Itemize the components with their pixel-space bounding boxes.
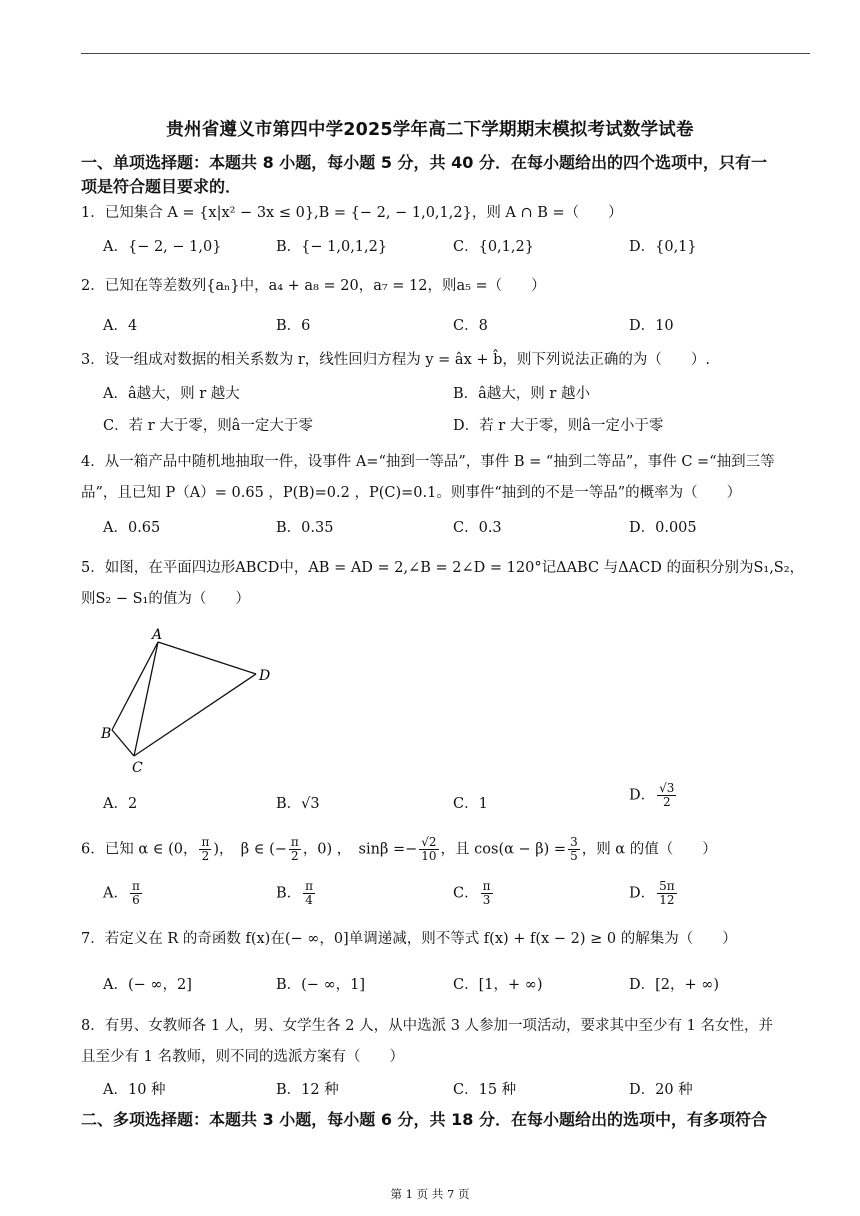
q2-option-a: A．4 xyxy=(103,318,138,334)
edge-ad xyxy=(158,642,256,674)
label-d: D xyxy=(259,668,271,684)
q8-option-b: B．12 种 xyxy=(276,1082,339,1098)
q7-stem: 7．若定义在 R 的奇函数 f(x)在(− ∞，0]单调递减，则不等式 f(x) + f(x − 2) ≥ 0 的解集为（ ） xyxy=(81,931,737,947)
q5-stem xyxy=(81,553,813,615)
q8-stem-line1: 8．有男、女教师各 1 人，男、女学生各 2 人，从中选派 3 人参加一项活动，要求其中至少有 1 名女性，并 xyxy=(81,1018,773,1034)
q5-figure-quadrilateral xyxy=(96,624,286,774)
q8-option-d: D．20 种 xyxy=(629,1082,693,1098)
q5-option-d: D． $\frac{√3}{2}$ xyxy=(629,781,675,809)
q4-stem xyxy=(81,447,813,509)
label-b: B xyxy=(101,726,112,742)
q1-stem: 1．已知集合 A = {x|x² − 3x ≤ 0},B = {− 2, − 1,0,1,2}，则 A ∩ B =（ ） xyxy=(81,205,623,221)
page-footer: 第 1 页 共 7 页 xyxy=(390,1187,470,1201)
q3-option-d: D．若 r 大于零，则â一定小于零 xyxy=(453,418,664,434)
q5-option-c: C．1 xyxy=(453,796,488,812)
q4-option-d: D．0.005 xyxy=(629,520,697,536)
edge-ab xyxy=(112,642,158,730)
q5-stem-line2: 则S₂ − S₁的值为（ ） xyxy=(81,591,250,607)
q4-option-c: C．0.3 xyxy=(453,520,502,536)
q8-stem xyxy=(81,1011,813,1073)
q3-option-a: A．â越大，则 r 越大 xyxy=(103,386,240,402)
q7-option-a: A．(− ∞，2] xyxy=(103,977,192,993)
q7-option-b: B．(− ∞，1] xyxy=(276,977,366,993)
q2-option-d: D．10 xyxy=(629,318,674,334)
q3-stem: 3．设一组成对数据的相关系数为 r，线性回归方程为 y = âx + b̂，则下列说法正确的为（ ）. xyxy=(81,352,711,368)
q2-stem: 2．已知在等差数列{aₙ}中，a₄ + a₈ = 20，a₇ = 12，则a₅ =（ ） xyxy=(81,278,546,294)
section1-line2: 项是符合题目要求的． xyxy=(81,177,242,196)
section1-line1: 一、单项选择题：本题共 8 小题，每小题 5 分，共 40 分．在每小题给出的四个选项中，只有一 xyxy=(81,153,767,172)
edge-cd xyxy=(134,674,256,756)
header-rule xyxy=(81,53,810,54)
q1-option-a: A．{− 2, − 1,0} xyxy=(103,239,222,255)
q3-option-b: B．â越大，则 r 越小 xyxy=(453,386,590,402)
q7-option-c: C．[1，+ ∞) xyxy=(453,977,543,993)
edge-ac xyxy=(134,642,158,756)
q3-option-c: C．若 r 大于零，则â一定大于零 xyxy=(103,418,313,434)
q6-option-c: C． $\frac{\pi}{3}$ xyxy=(453,879,491,907)
label-a: A xyxy=(152,627,163,643)
q5-option-a: A．2 xyxy=(103,796,138,812)
edge-bc xyxy=(112,730,134,756)
section2-heading: 二、多项选择题：本题共 3 小题，每小题 6 分，共 18 分．在每小题给出的选项中，有多项符合 xyxy=(81,1110,767,1129)
q4-stem-line1: 4．从一箱产品中随机地抽取一件，设事件 A=“抽到一等品”，事件 B = “抽到二等品”，事件 C =“抽到三等 xyxy=(81,454,775,470)
q1-option-b: B．{− 1,0,1,2} xyxy=(276,239,388,255)
q2-option-c: C．8 xyxy=(453,318,488,334)
q4-option-a: A．0.65 xyxy=(103,520,161,536)
q8-option-c: C．15 种 xyxy=(453,1082,517,1098)
q4-option-b: B．0.35 xyxy=(276,520,334,536)
q5-option-b: B．√3 xyxy=(276,796,320,812)
exam-title: 贵州省遵义市第四中学2025学年高二下学期期末模拟考试数学试卷 xyxy=(166,120,694,140)
q5-stem-line1: 5．如图，在平面四边形ABCD中，AB = AD = 2,∠B = 2∠D = 120°记ΔABC 与ΔACD 的面积分别为S₁,S₂， xyxy=(81,560,805,576)
q4-stem-line2: 品”，且已知 P（A）= 0.65 ，P(B)=0.2 ，P(C)=0.1。则事件“抽到的不是一等品”的概率为（ ） xyxy=(81,485,742,501)
q5-option-d-fraction: $\frac{√3}{2}$ xyxy=(659,781,675,809)
q8-option-a: A．10 种 xyxy=(103,1082,166,1098)
q6-option-b: B． $\frac{\pi}{4}$ xyxy=(276,879,314,907)
q1-option-c: C．{0,1,2} xyxy=(453,239,534,255)
q6-stem: 6．已知 α ∈ (0， $\frac{\pi}{2}$ )， β ∈ (− $\frac{\pi}{2}$ ，0) ， sinβ =− $\frac{√2}{10}$ ，且 cos(α − β) = $\frac{3}{5}$ ，则 α 的值（ ） xyxy=(81,835,717,863)
q1-option-d: D．{0,1} xyxy=(629,239,697,255)
q8-stem-line2: 且至少有 1 名教师，则不同的选派方案有（ ） xyxy=(81,1049,404,1065)
q7-option-d: D．[2，+ ∞) xyxy=(629,977,720,993)
q2-option-b: B．6 xyxy=(276,318,311,334)
q6-option-a: A． $\frac{\pi}{6}$ xyxy=(103,879,140,907)
q6-option-d: D． $\frac{5\pi}{12}$ xyxy=(629,879,675,907)
label-c: C xyxy=(132,760,143,774)
section1-heading xyxy=(81,151,813,199)
